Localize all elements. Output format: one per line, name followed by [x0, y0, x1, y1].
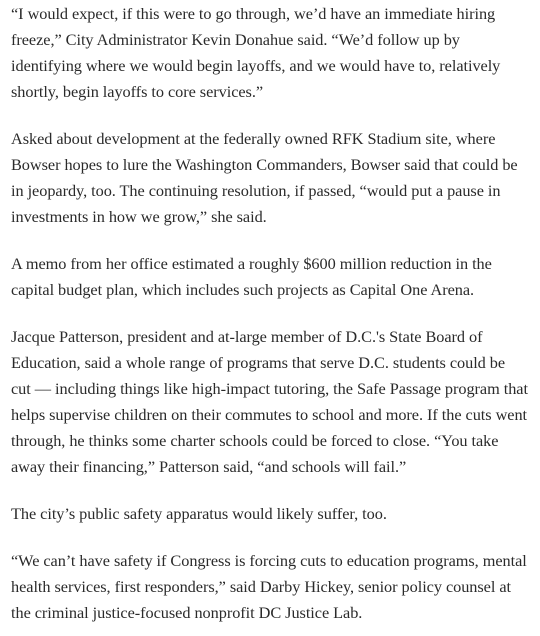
article-paragraph-public-safety: The city’s public safety apparatus would likely suffer, too.	[11, 504, 387, 523]
article-paragraph-education: Jacque Patterson, president and at-large member of D.C.'s State Board of Education, said a whole range of programs that serve D.C. students could be cut — including things like high-impact tutoring, the Safe Passage program that helps supervise children on their commutes to school and more. If the cuts went through, he thinks some charter schools could be forced to close. “You take away their financing,” Patterson said, “and schools will fail.”	[11, 327, 528, 476]
article-paragraph-hiring-freeze: “I would expect, if this were to go through, we’d have an immediate hiring freeze,” City Administrator Kevin Donahue said. “We’d follow up by identifying where we would begin layoffs, and we would have to, relatively shortly, begin layoffs to core services.”	[11, 4, 501, 101]
article-paragraph-darby-hickey-quote: “We can’t have safety if Congress is forcing cuts to education programs, mental health services, first responders,” said Darby Hickey, senior policy counsel at the criminal justice-focused nonprofit DC Justice Lab.	[11, 551, 527, 622]
article-paragraph-rfk-stadium: Asked about development at the federally owned RFK Stadium site, where Bowser hopes to lure the Washington Commanders, Bowser said that could be in jeopardy, too. The continuing resolution, if passed, “would put a pause in investments in how we grow,” she said.	[11, 129, 518, 226]
article-body	[0, 1, 529, 626]
article-paragraph-capital-budget: A memo from her office estimated a roughly $600 million reduction in the capital budget plan, which includes such projects as Capital One Arena.	[11, 254, 492, 299]
